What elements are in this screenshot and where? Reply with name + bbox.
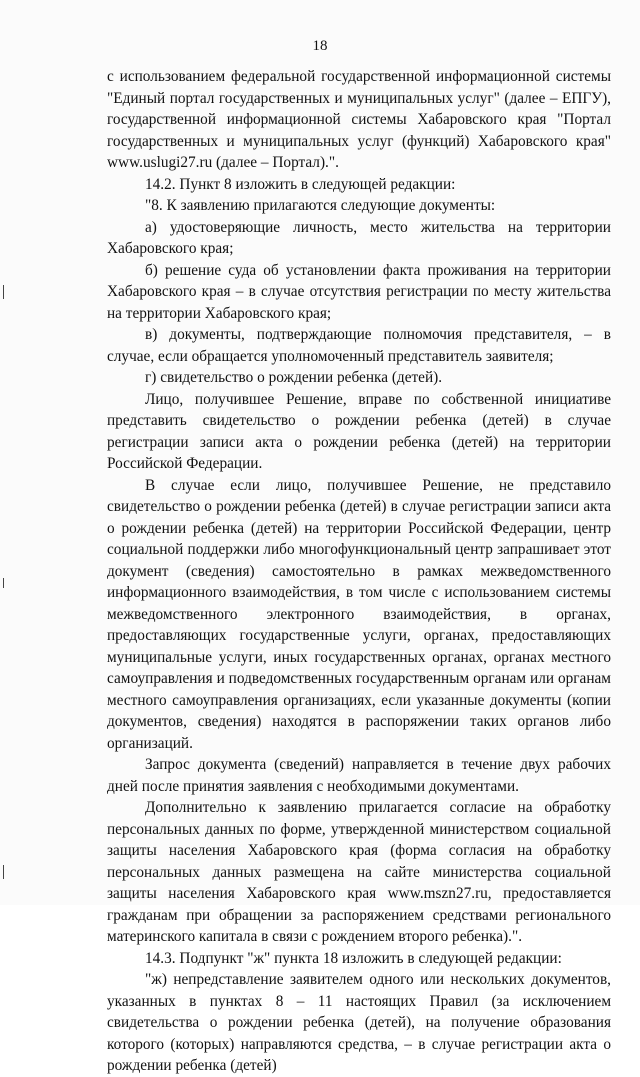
list-item: а) удостоверяющие личность, место жительства на территории Хабаровского края;: [107, 218, 611, 257]
paragraph: Запрос документа (сведений) направляется в течение двух рабочих дней после принятия заявления с необходимыми документами.: [107, 756, 611, 795]
paragraph: "ж) непредставление заявителем одного или нескольких документов, указанных в пунктах 8 – 11 настоящих Правил (за исключением свидетельства о рождении ребенка (детей), на получение образования которого (которых) направляются средства, – в случае регистрации акта о рождении ребенка (детей): [107, 971, 611, 1074]
paragraph: В случае если лицо, получившее Решение, не представило свидетельство о рождении ребенка (детей) в случае регистрации записи акта о рождении ребенка (детей) на территории Российской Федерации, центр социальной поддержки либо многофункциональный центр запрашивает этот документ (сведения) самостоятельно в рамках межведомственного информационного взаимодействия, в том числе с использованием системы межведомственного электронного взаимодействия, в органах, предоставляющих государственные услуги, органах, предоставляющих муниципальные услуги, иных государственных органах, органах местного самоуправления и подведомственных государственным органам или органам местного самоуправления организациях, если указанные документы (копии документов, сведения) находятся в распоряжении таких органов либо организаций.: [107, 476, 611, 752]
margin-mark: [3, 865, 4, 879]
margin-mark: [3, 285, 4, 299]
paragraph: 14.3. Подпункт "ж" пункта 18 изложить в следующей редакции:: [145, 949, 562, 967]
paragraph: Лицо, получившее Решение, вправе по собственной инициативе представить свидетельство о рождении ребенка (детей) в случае регистрации записи акта о рождении ребенка (детей) на территории Российской Федерации.: [107, 390, 611, 472]
document-body: [107, 66, 611, 1077]
margin-mark: [3, 578, 4, 588]
list-item: б) решение суда об установлении факта проживания на территории Хабаровского края – в случае отсутствия регистрации по месту жительства на территории Хабаровского края;: [107, 261, 611, 322]
page-number: 18: [312, 38, 328, 54]
paragraph: "8. К заявлению прилагаются следующие документы:: [145, 197, 496, 214]
paragraph: 14.2. Пункт 8 изложить в следующей редакции:: [145, 175, 456, 193]
list-item: г) свидетельство о рождении ребенка (детей).: [145, 369, 443, 386]
paragraph: с использованием федеральной государственной информационной системы "Единый портал государственных и муниципальных услуг" (далее – ЕПГУ), государственной информационной системы Хабаровского края "Портал государственных и муниципальных услуг (функций) Хабаровского края" www.uslugi27.ru (далее – Портал).".: [107, 68, 611, 171]
list-item: в) документы, подтверждающие полномочия представителя, – в случае, если обращается уполномоченный представитель заявителя;: [107, 326, 611, 365]
paragraph: Дополнительно к заявлению прилагается согласие на обработку персональных данных по форме, утвержденной министерством социальной защиты населения Хабаровского края (форма согласия на обработку персональных данных размещена на сайте министерства социальной защиты населения Хабаровского края www.mszn27.ru, предоставляется гражданам при обращении за распоряжением средствами регионального материнского капитала в связи с рождением второго ребенка).".: [107, 799, 611, 945]
